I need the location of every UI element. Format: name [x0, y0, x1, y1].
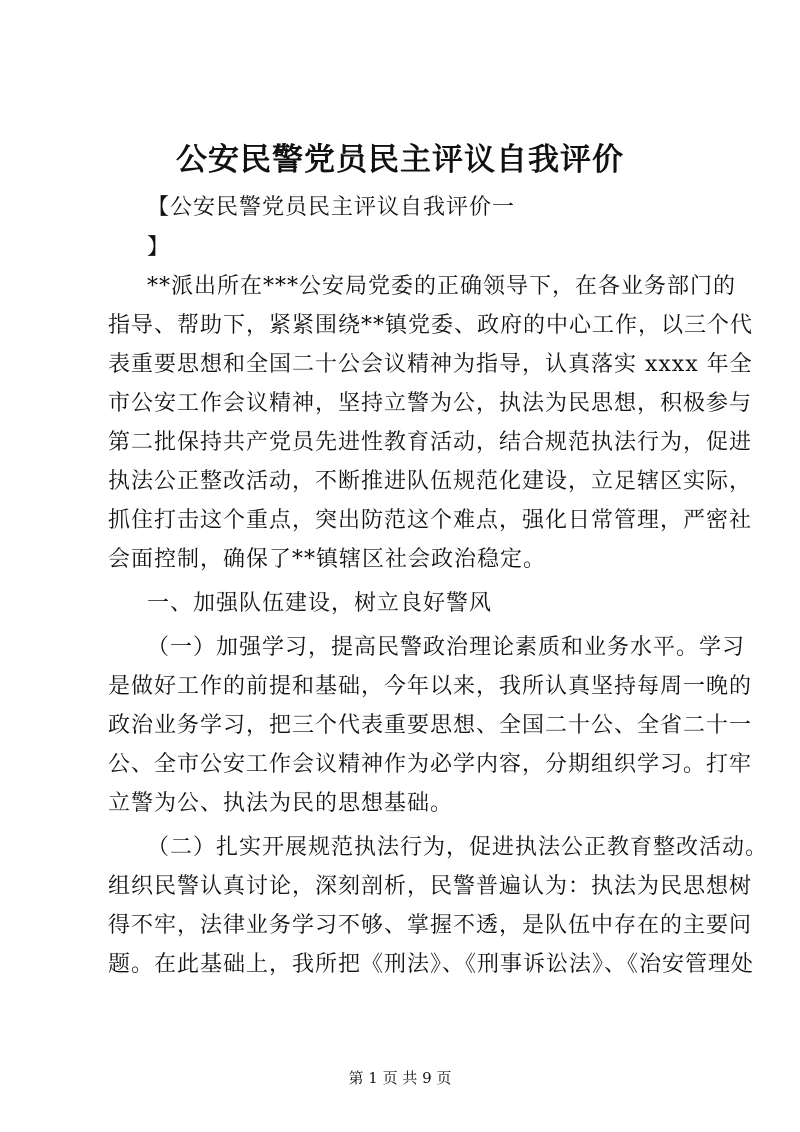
document-title: 公安民警党员民主评议自我评价 — [176, 142, 624, 178]
text-line: 组织民警认真讨论，深刻剖析，民警普遍认为：执法为民思想树 — [108, 874, 753, 899]
text-line: 题。在此基础上，我所把《刑法》、《刑事诉讼法》、《治安管理处 — [108, 952, 755, 977]
text-line: 】 — [147, 235, 171, 260]
text-line: 指导、帮助下，紧紧围绕**镇党委、政府的中心工作，以三个代 — [108, 313, 754, 338]
page-footer: 第 1 页 共 9 页 — [348, 1069, 452, 1087]
text-line: 第二批保持共产党员先进性教育活动，结合规范执法行为，促进 — [108, 430, 753, 455]
text-line: 公、全市公安工作会议精神作为必学内容，分期组织学习。打牢 — [108, 752, 753, 777]
text-line: （一）加强学习，提高民警政治理论素质和业务水平。学习 — [147, 635, 746, 660]
text-line: 【公安民警党员民主评议自我评价一 — [147, 195, 516, 220]
text-line: 执法公正整改活动，不断推进队伍规范化建设，立足辖区实际， — [108, 469, 753, 494]
text-line: 立警为公、执法为民的思想基础。 — [108, 791, 454, 816]
text-line: 是做好工作的前提和基础，今年以来，我所认真坚持每周一晚的 — [108, 674, 753, 699]
text-line: 会面控制，确保了**镇辖区社会政治稳定。 — [108, 547, 547, 572]
text-line: 表重要思想和全国二十公会议精神为指导，认真落实 xxxx 年全 — [108, 352, 753, 377]
section-heading: 一、加强队伍建设，树立良好警风 — [147, 591, 493, 616]
text-line: （二）扎实开展规范执法行为，促进执法公正教育整改活动。 — [147, 835, 769, 860]
text-line: 政治业务学习，把三个代表重要思想、全国二十公、全省二十一 — [108, 713, 753, 738]
text-line: 抓住打击这个重点，突出防范这个难点，强化日常管理，严密社 — [108, 508, 753, 533]
text-line: **派出所在***公安局党委的正确领导下，在各业务部门的 — [147, 274, 737, 299]
text-line: 市公安工作会议精神，坚持立警为公，执法为民思想，积极参与 — [108, 391, 753, 416]
text-line: 得不牢，法律业务学习不够、掌握不透，是队伍中存在的主要问 — [108, 913, 753, 938]
